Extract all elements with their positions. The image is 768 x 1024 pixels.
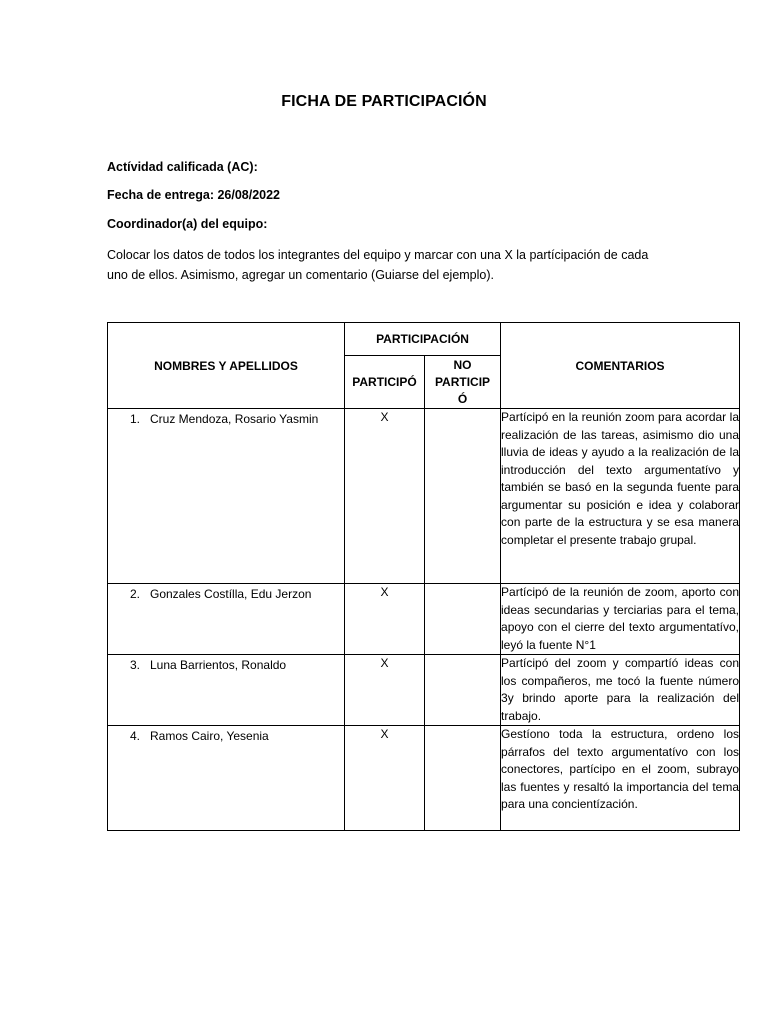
- member-name-cell: [108, 409, 345, 584]
- member-comment: Partícipó del zoom y compartíó ideas con los compañeros, me tocó la fuente número 3y brindo aporte para la realización del trabajo.: [501, 655, 740, 726]
- not-participated-mark: [425, 726, 501, 831]
- member-name: Cruz Mendoza, Rosario Yasmin: [150, 412, 319, 426]
- header-comments: COMENTARIOS: [501, 323, 740, 409]
- table-row: [108, 655, 740, 726]
- instructions-paragraph: Colocar los datos de todos los integrantes del equipo y marcar con una X la partícipación de cada uno de ellos. Asimismo, agregar un comentario (Guiarse del ejemplo).: [107, 248, 649, 282]
- table-header-row: [108, 323, 740, 356]
- not-participated-mark: [425, 655, 501, 726]
- member-name: Luna Barrientos, Ronaldo: [150, 658, 287, 672]
- member-number: 1.: [129, 412, 140, 426]
- table-row: [108, 726, 740, 831]
- not-participated-mark: [425, 409, 501, 584]
- member-number: 2.: [129, 587, 140, 601]
- participated-mark: X: [345, 655, 425, 726]
- header-names: NOMBRES Y APELLIDOS: [108, 323, 345, 409]
- member-name-cell: [108, 584, 345, 655]
- document-title: FICHA DE PARTICIPACIÓN: [281, 93, 487, 110]
- table-row: [108, 584, 740, 655]
- member-name-cell: [108, 655, 345, 726]
- member-name: Gonzales Costílla, Edu Jerzon: [150, 587, 312, 601]
- participated-mark: X: [345, 584, 425, 655]
- member-name-cell: [108, 726, 345, 831]
- header-participation: PARTICIPACIÓN: [345, 323, 501, 356]
- member-number: 4.: [129, 729, 140, 743]
- participation-table: [107, 322, 740, 831]
- table-row: [108, 409, 740, 584]
- delivery-date-label: Fecha de entrega: 26/08/2022: [107, 188, 281, 202]
- member-number: 3.: [129, 658, 140, 672]
- not-participated-mark: [425, 584, 501, 655]
- member-comment: Partícipó en la reunión zoom para acordar la realización de las tareas, asimismo dio una lluvia de ideas y ayudo a la realización de la introducción del texto argumentatívo y también se basó en la segunda fuente para argumentar su posición e idea y colaborar con parte de la estructura y se esa manera completar el presente trabajo grupal.: [501, 409, 740, 584]
- participated-mark: X: [345, 409, 425, 584]
- member-name: Ramos Cairo, Yesenia: [150, 729, 269, 743]
- header-not-participated: NO PARTICIP Ó: [425, 356, 501, 409]
- activity-label: Actívidad calificada (AC):: [107, 160, 258, 174]
- coordinator-label: Coordinador(a) del equipo:: [107, 217, 268, 231]
- participated-mark: X: [345, 726, 425, 831]
- header-participated: PARTICIPÓ: [345, 356, 425, 409]
- member-comment: Partícipó de la reunión de zoom, aporto con ideas secundarias y terciarias para el tema, apoyo con el cierre del texto argumentatívo, leyó la fuente N°1: [501, 584, 740, 655]
- member-comment: Gestíono toda la estructura, ordeno los párrafos del texto argumentatívo con los conectores, partícipo en el zoom, subrayo las fuentes y resaltó la importancia del tema para una concientízación.: [501, 726, 740, 831]
